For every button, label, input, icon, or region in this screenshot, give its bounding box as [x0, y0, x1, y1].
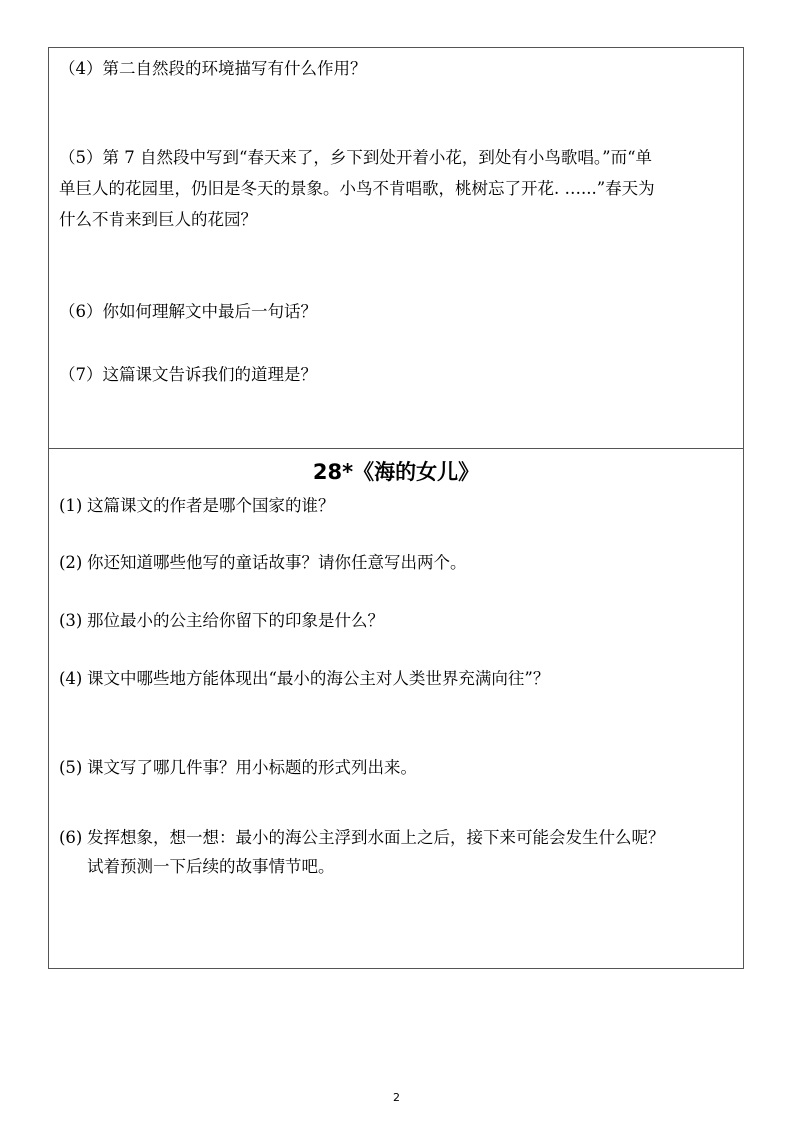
- question-number: (4): [59, 669, 83, 688]
- question-7: （7）这篇课文告诉我们的道理是？: [59, 365, 317, 384]
- question-text: 你还知道哪些他写的童话故事？请你任意写出两个。: [87, 553, 467, 572]
- question-item: [59, 548, 467, 578]
- question-6-continuation: 试着预测一下后续的故事情节吧。: [87, 857, 335, 876]
- question-item: [59, 606, 384, 636]
- question-text: 课文写了哪几件事？用小标题的形式列出来。: [87, 758, 417, 777]
- question-text: 课文中哪些地方能体现出“最小的海公主对人类世界充满向往”？: [87, 669, 550, 688]
- question-number: (6): [59, 828, 83, 847]
- question-text: 那位最小的公主给你留下的印象是什么？: [87, 611, 384, 630]
- question-item: [59, 753, 417, 783]
- question-number: (1): [59, 496, 83, 515]
- question-6: （6）你如何理解文中最后一句话？: [59, 302, 317, 321]
- question-5-line-1: （5）第 7 自然段中写到“春天来了，乡下到处开着小花，到处有小鸟歌唱。”而“单: [59, 148, 653, 167]
- questions-box-1: [48, 47, 744, 449]
- question-5-line-2: 单巨人的花园里，仍旧是冬天的景象。小鸟不肯唱歌，桃树忘了开花. …...”春天为: [59, 179, 655, 198]
- question-item: [59, 823, 665, 853]
- question-text: 发挥想象，想一想：最小的海公主浮到水面上之后，接下来可能会发生什么呢？: [87, 828, 665, 847]
- question-number: (2): [59, 553, 83, 572]
- page-number: 2: [393, 1091, 400, 1104]
- question-text: 这篇课文的作者是哪个国家的谁？: [87, 496, 335, 515]
- question-4: （4）第二自然段的环境描写有什么作用？: [59, 59, 367, 78]
- question-5-line-3: 什么不肯来到巨人的花园？: [59, 210, 257, 229]
- question-number: (3): [59, 611, 83, 630]
- lesson-title: 28*《海的女儿》: [312, 460, 480, 484]
- question-item: [59, 491, 335, 521]
- question-item: [59, 664, 549, 694]
- question-number: (5): [59, 758, 83, 777]
- questions-box-2: [48, 448, 744, 969]
